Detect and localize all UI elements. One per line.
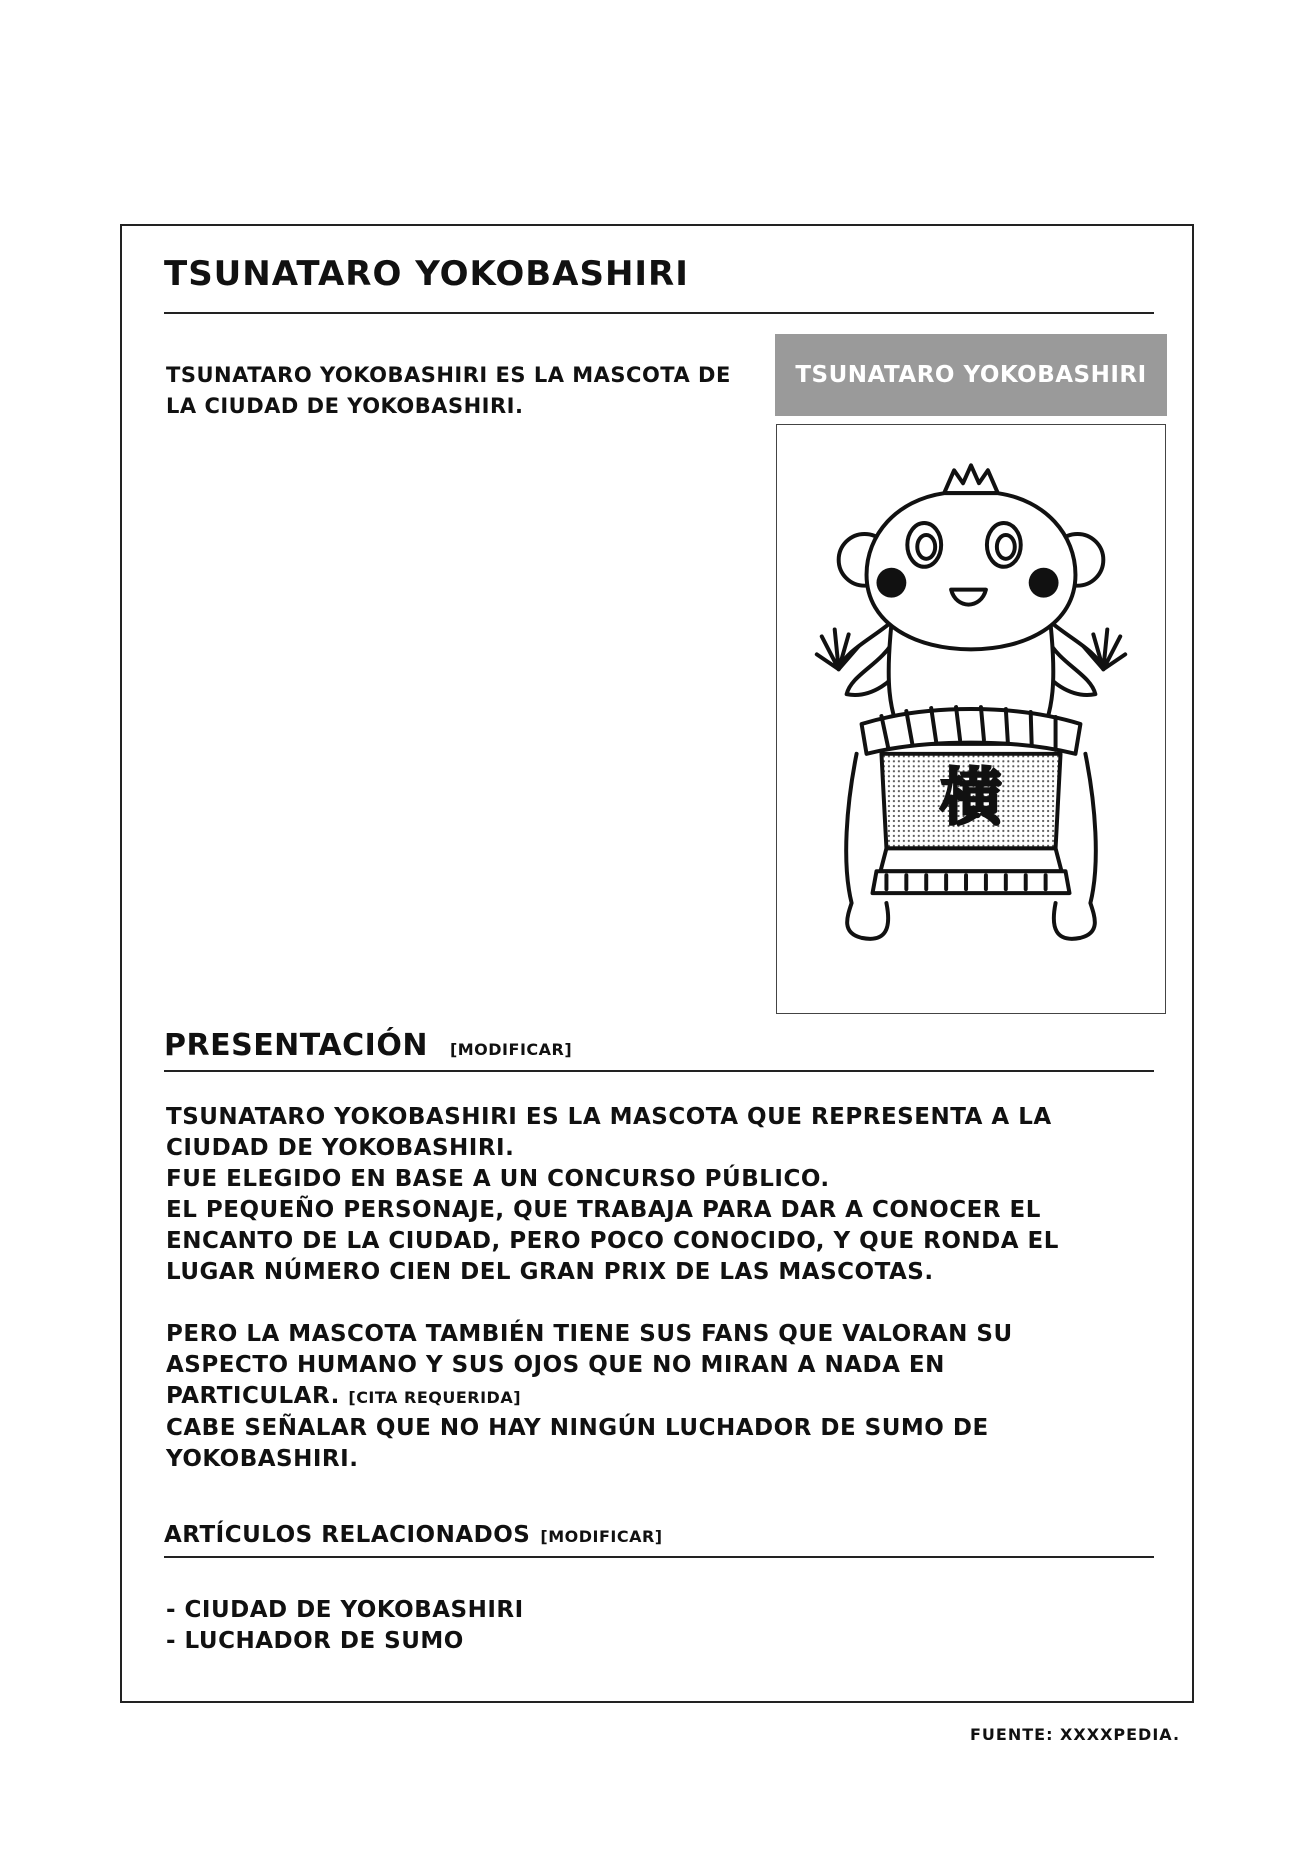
body-line: FUE ELEGIDO EN BASE A UN CONCURSO PÚBLICO. xyxy=(166,1166,830,1192)
sumo-mascot-icon xyxy=(777,425,1165,1013)
infobox-image xyxy=(776,424,1166,1014)
related-item-ciudad[interactable]: - CIUDAD DE YOKOBASHIRI xyxy=(166,1597,524,1623)
presentation-title: PRESENTACIÓN xyxy=(164,1028,428,1063)
presentation-heading xyxy=(164,1028,572,1063)
body-line: LUGAR NÚMERO CIEN DEL GRAN PRIX DE LAS MASCOTAS. xyxy=(166,1259,934,1285)
body-line-text: PARTICULAR. xyxy=(166,1383,340,1409)
citation-needed-link[interactable]: [CITA REQUERIDA] xyxy=(348,1388,522,1407)
related-edit-link[interactable]: [MODIFICAR] xyxy=(540,1527,663,1546)
related-list xyxy=(166,1595,524,1657)
body-line: TSUNATARO YOKOBASHIRI ES LA MASCOTA QUE REPRESENTA A LA xyxy=(166,1104,1052,1130)
body-line: CABE SEÑALAR QUE NO HAY NINGÚN LUCHADOR DE SUMO DE xyxy=(166,1415,989,1441)
article-title: TSUNATARO YOKOBASHIRI xyxy=(164,254,689,294)
article-intro: TSUNATARO YOKOBASHIRI ES LA MASCOTA DE LA CIUDAD DE YOKOBASHIRI. xyxy=(166,363,731,418)
body-line: ENCANTO DE LA CIUDAD, PERO POCO CONOCIDO, Y QUE RONDA EL xyxy=(166,1228,1059,1254)
presentation-divider xyxy=(164,1070,1154,1072)
presentation-edit-link[interactable]: [MODIFICAR] xyxy=(449,1040,573,1059)
body-line: CIUDAD DE YOKOBASHIRI. xyxy=(166,1135,515,1161)
presentation-body xyxy=(166,1102,1166,1475)
body-line: YOKOBASHIRI. xyxy=(166,1446,359,1472)
related-heading xyxy=(164,1522,663,1548)
belt-kanji: 横 xyxy=(940,761,1002,834)
body-line xyxy=(166,1381,1166,1413)
related-item-luchador[interactable]: - LUCHADOR DE SUMO xyxy=(166,1628,464,1654)
infobox-header: TSUNATARO YOKOBASHIRI xyxy=(775,334,1167,416)
body-line: PERO LA MASCOTA TAMBIÉN TIENE SUS FANS QUE VALORAN SU xyxy=(166,1321,1013,1347)
related-title: ARTÍCULOS RELACIONADOS xyxy=(164,1522,531,1548)
related-divider xyxy=(164,1556,1154,1558)
title-divider xyxy=(164,312,1154,314)
source-credit: FUENTE: XXXXPEDIA. xyxy=(970,1725,1181,1744)
body-line: ASPECTO HUMANO Y SUS OJOS QUE NO MIRAN A NADA EN xyxy=(166,1352,945,1378)
paragraph-gap xyxy=(166,1288,1166,1319)
body-line: EL PEQUEÑO PERSONAJE, QUE TRABAJA PARA DAR A CONOCER EL xyxy=(166,1197,1041,1223)
